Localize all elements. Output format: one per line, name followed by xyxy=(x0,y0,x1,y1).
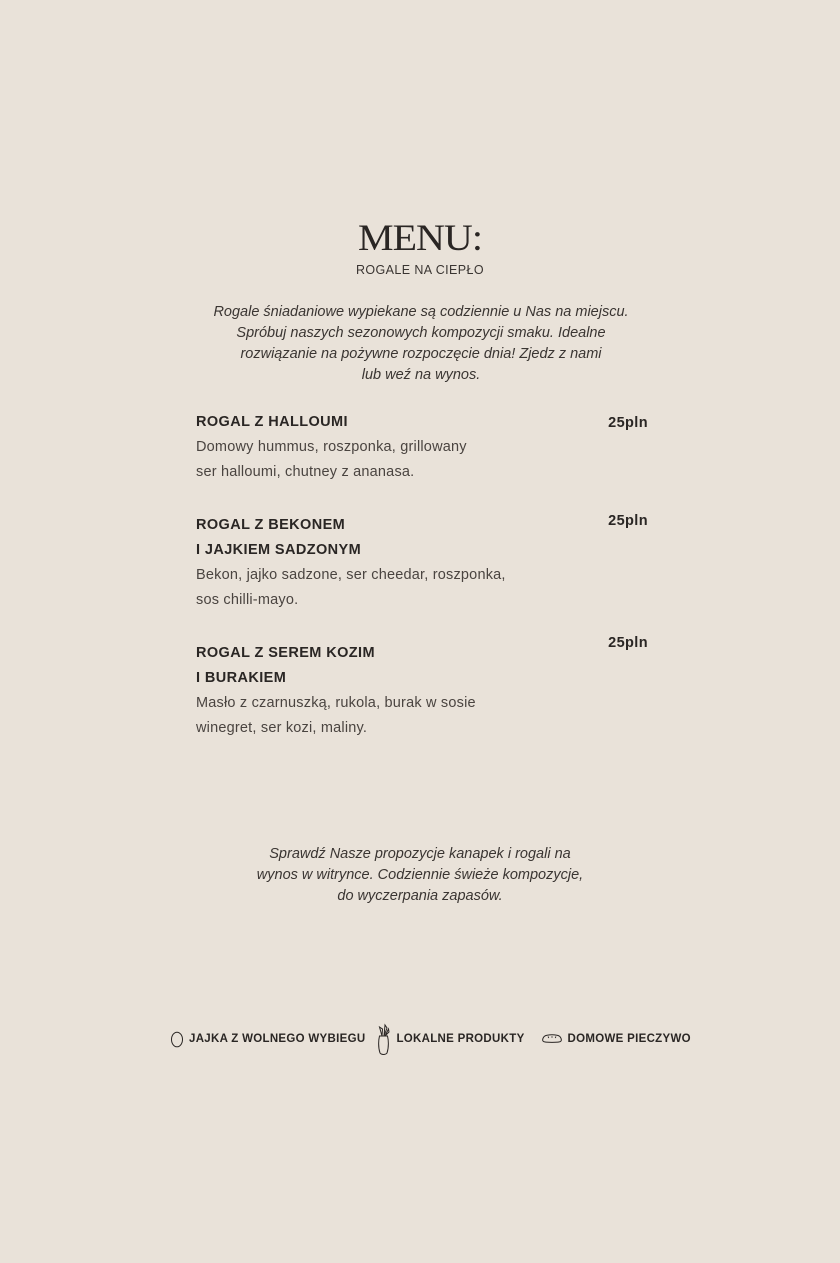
item-description-line: Domowy hummus, roszponka, grillowany xyxy=(196,439,467,455)
intro-line: Rogale śniadaniowe wypiekane są codziennie u Nas na miejscu. xyxy=(213,304,629,320)
intro-line: lub weź na wynos. xyxy=(361,367,481,383)
item-description-line: Bekon, jajko sadzone, ser cheedar, roszponka, xyxy=(196,567,506,583)
page-title: MENU: xyxy=(358,216,482,259)
item-name-line: ROGAL Z SEREM KOZIM xyxy=(196,645,375,661)
item-name-line: I BURAKIEM xyxy=(196,670,287,686)
item-name xyxy=(196,513,652,563)
item-price: 25pln xyxy=(608,635,648,651)
item-name-line: ROGAL Z HALLOUMI xyxy=(196,414,348,430)
egg-icon xyxy=(170,1030,184,1048)
menu-item-halloumi xyxy=(196,410,652,485)
legend-label: DOMOWE PIECZYWO xyxy=(567,1033,691,1045)
item-name-line: I JAJKIEM SADZONYM xyxy=(196,542,362,558)
intro-line: Spróbuj naszych sezonowych kompozycji smaku. Idealne xyxy=(236,325,606,341)
legend-item-local xyxy=(377,1023,524,1055)
legend-item-bread xyxy=(541,1033,691,1045)
note-line: wynos w witrynce. Codziennie świeże kompozycje, xyxy=(256,867,584,883)
intro-line: rozwiązanie na pożywne rozpoczęcie dnia! Zjedz z nami xyxy=(240,346,602,362)
item-description-line: winegret, ser kozi, maliny. xyxy=(196,720,368,736)
item-price: 25pln xyxy=(608,415,648,431)
legend-label: JAJKA Z WOLNEGO WYBIEGU xyxy=(189,1033,366,1045)
note-line: do wyczerpania zapasów. xyxy=(337,888,503,904)
menu-item-kozi xyxy=(196,635,652,741)
intro-text xyxy=(190,302,652,386)
page-subtitle: ROGALE NA CIEPŁO xyxy=(356,263,484,277)
item-description xyxy=(196,563,652,613)
legend-label: LOKALNE PRODUKTY xyxy=(396,1033,525,1045)
item-name-line: ROGAL Z BEKONEM xyxy=(196,517,346,533)
item-price: 25pln xyxy=(608,513,648,529)
item-description-line: sos chilli-mayo. xyxy=(196,592,299,608)
bread-icon xyxy=(541,1033,563,1045)
item-description-line: Masło z czarnuszką, rukola, burak w sosie xyxy=(196,695,476,711)
item-description xyxy=(196,691,652,741)
item-description-line: ser halloumi, chutney z ananasa. xyxy=(196,464,415,480)
menu-item-bekon xyxy=(196,513,652,613)
item-name xyxy=(196,410,652,435)
item-name xyxy=(196,641,652,691)
carrot-icon xyxy=(377,1023,391,1055)
legend-item-eggs xyxy=(170,1030,365,1048)
note-line: Sprawdź Nasze propozycje kanapek i rogali na xyxy=(269,846,571,862)
item-description xyxy=(196,435,652,485)
footer-note xyxy=(220,844,620,907)
legend xyxy=(170,1022,691,1056)
